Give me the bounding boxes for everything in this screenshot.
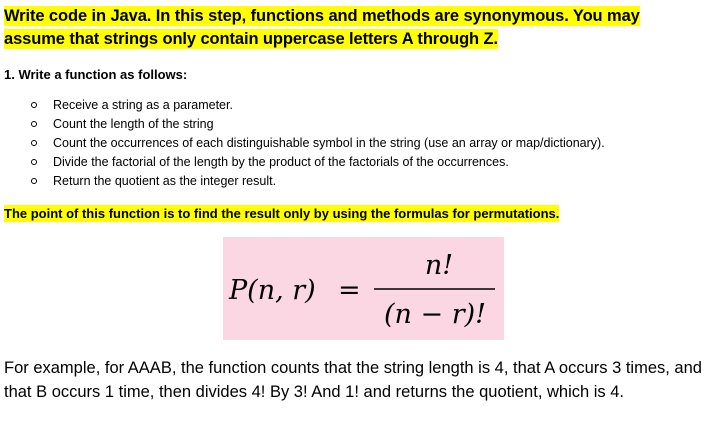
requirements-list — [0, 96, 605, 191]
point-statement-text: The point of this function is to find the result only by using the formulas for permutations. — [4, 206, 560, 221]
formula-denominator: (n − r)! — [383, 299, 487, 330]
list-item — [0, 96, 605, 115]
list-item — [0, 172, 605, 191]
example-paragraph — [4, 356, 704, 404]
permutation-formula — [223, 237, 504, 340]
hollow-bullet-icon — [31, 178, 37, 184]
headline-text: Write code in Java. In this step, functions and methods are synonymous. You may assume that strings only contain uppercase letters A through Z. — [4, 7, 640, 48]
task-headline — [4, 5, 704, 51]
list-item — [0, 153, 605, 172]
formula-equals: = — [338, 275, 361, 306]
hollow-bullet-icon — [31, 140, 37, 146]
formula-lhs: P(n, r) — [229, 275, 316, 306]
example-text: For example, for AAAB, the function counts that the string length is 4, that A occurs 3 times, and that B occurs 1 time, then divides 4! By 3! And 1! and returns the quotient, which is 4. — [4, 359, 702, 401]
hollow-bullet-icon — [31, 159, 37, 165]
step-heading — [4, 66, 187, 84]
list-item — [0, 134, 605, 153]
list-item-text: Count the length of the string — [53, 117, 214, 131]
list-item-text: Return the quotient as the integer result. — [53, 174, 277, 188]
list-item — [0, 115, 605, 134]
point-statement — [4, 205, 559, 223]
list-item-text: Divide the factorial of the length by the product of the factorials of the occurrences. — [53, 155, 509, 169]
hollow-bullet-icon — [31, 102, 37, 108]
step-heading-text: 1. Write a function as follows: — [4, 67, 188, 82]
list-item-text: Count the occurrences of each distinguishable symbol in the string (use an array or map/dictionary). — [53, 136, 605, 150]
formula-graphic — [223, 237, 504, 340]
hollow-bullet-icon — [31, 121, 37, 127]
formula-numerator: n! — [424, 250, 454, 281]
list-item-text: Receive a string as a parameter. — [53, 98, 233, 112]
